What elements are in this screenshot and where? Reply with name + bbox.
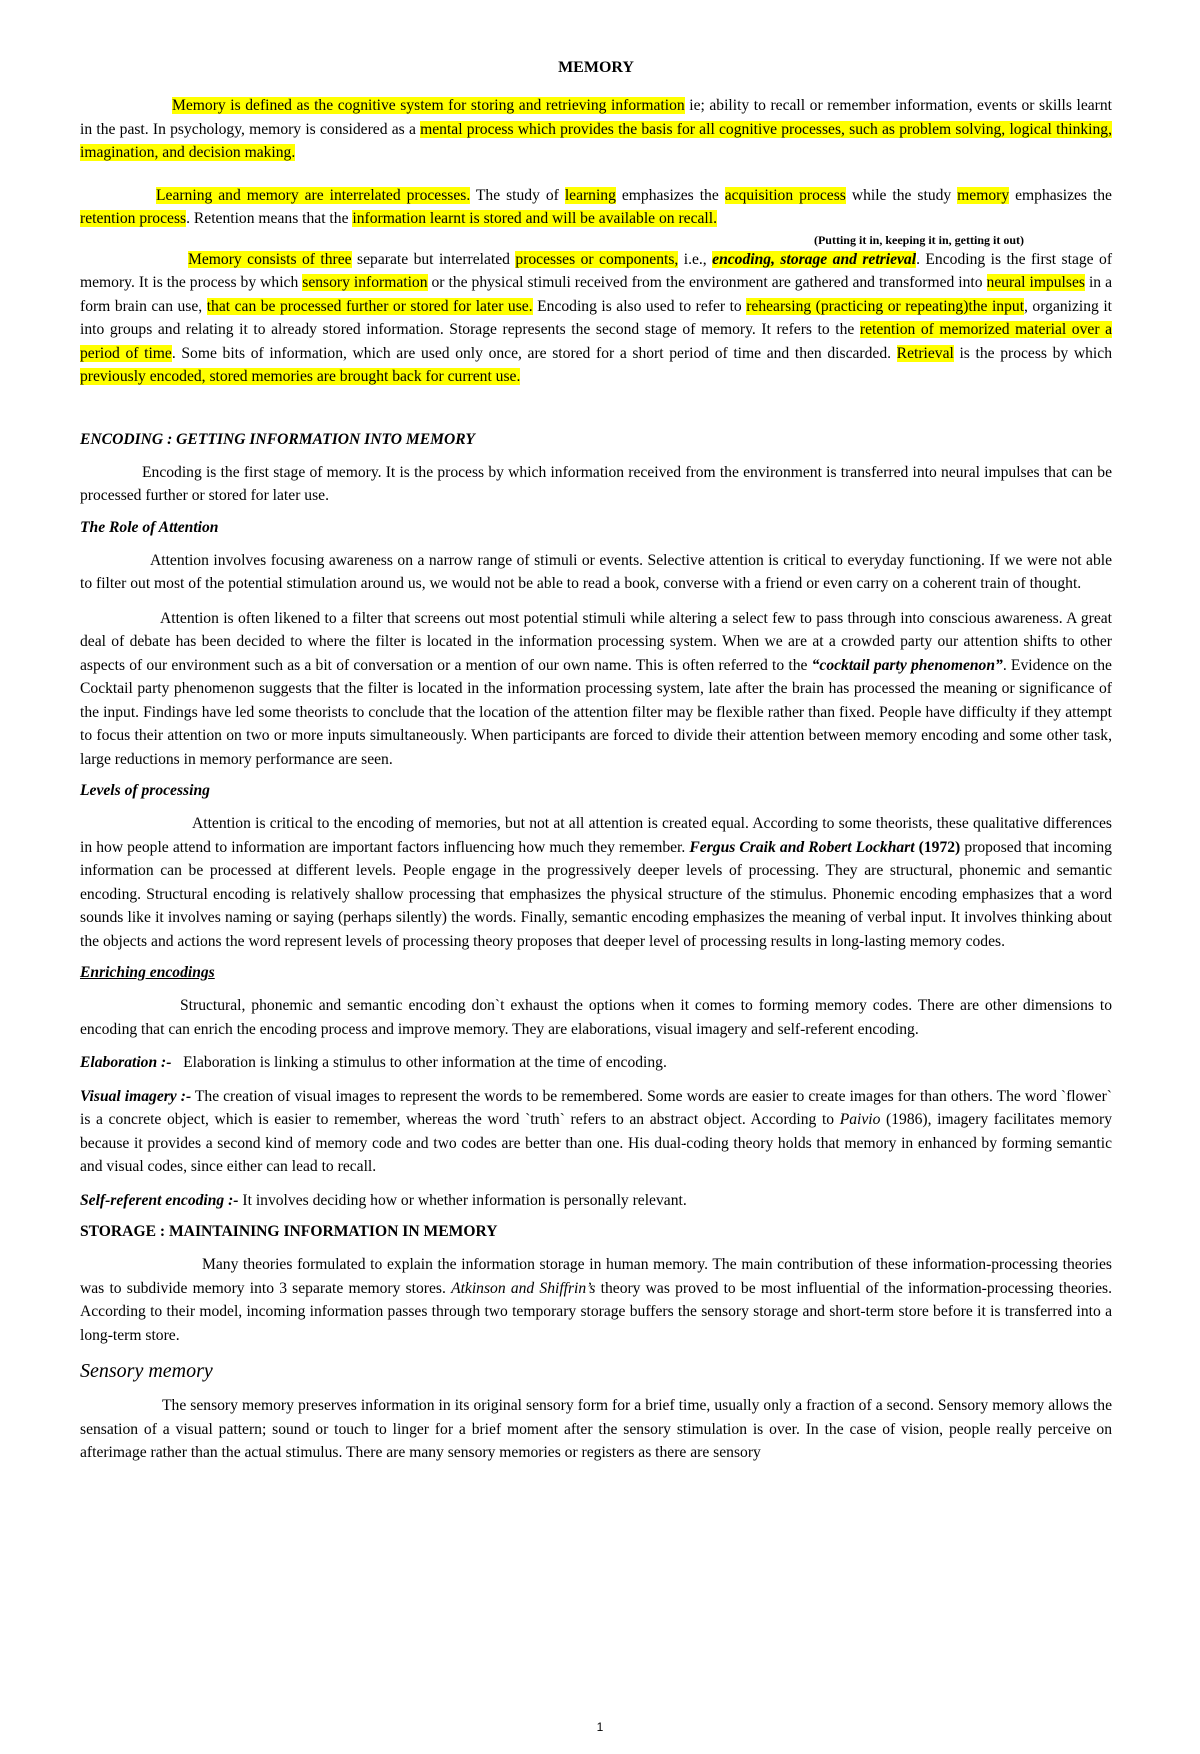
- text: The study of: [470, 186, 565, 204]
- text: ie; ability to recall or remember information, events or skills learnt in the past. In psychology, memory is considered as a: [80, 97, 1112, 138]
- page-number: 1: [596, 1720, 604, 1734]
- text: Elaboration is linking a stimulus to other information at the time of encoding.: [171, 1054, 667, 1071]
- highlight-text: information learnt is stored and will be available on recall.: [352, 210, 717, 227]
- levels-heading: Levels of processing: [80, 782, 210, 799]
- highlight-text: neural impulses: [986, 274, 1085, 291]
- theory-name: Atkinson and Shiffrin’s: [451, 1279, 596, 1297]
- enriching-heading: Enriching encodings: [80, 964, 215, 981]
- text: Encoding is also used to refer to: [532, 297, 747, 315]
- elaboration-paragraph: [80, 1051, 1112, 1075]
- author-names: Fergus Craik and Robert Lockhart: [689, 838, 915, 856]
- text: . Retention means that the: [186, 210, 353, 227]
- text: . Some bits of information, which are used only once, are stored for a short period of time and then discarded.: [171, 344, 897, 362]
- text: emphasizes the: [1009, 186, 1112, 204]
- text: separate but interrelated: [351, 250, 516, 268]
- highlight-text: learning: [564, 186, 616, 204]
- visual-imagery-label: Visual imagery :-: [80, 1087, 192, 1105]
- text: i.e.,: [678, 250, 713, 268]
- text: emphasizes the: [615, 186, 725, 204]
- text: while the study: [845, 186, 958, 204]
- cocktail-party-term: “cocktail party phenomenon”: [811, 656, 1003, 674]
- intro-paragraph-1: [80, 94, 1112, 165]
- highlight-text: rehearsing (practicing or repeating)the input: [746, 297, 1025, 315]
- sensory-paragraph: The sensory memory preserves information in its original sensory form for a brief time, usually only a fraction of a second. Sensory memory allows the sensation of a visual pattern; sound or touch to linger for a brief moment after the sensory stimulation is over. In the case of vision, people really perceive on afterimage rather than the actual stimulus. There are many sensory memories or registers as there are sensory: [80, 1397, 1112, 1461]
- text: Attention is critical to the encoding of memories, but not at all attention is created equal. According to some theorists, these qualitative differences in how people attend to information are important factors influencing how much they remember.: [80, 815, 1112, 856]
- encoding-heading: ENCODING : GETTING INFORMATION INTO MEMORY: [80, 430, 475, 448]
- highlight-text: retention process: [80, 210, 187, 227]
- text: . Evidence on the Cocktail party phenomenon suggests that the filter is located in the information processing system, late after the brain has processed the meaning or significance of the input. Findings have led some theorists to conclude that the location of the attention filter may be flexible rather than fixed. People have difficulty if they attempt to focus their attention on two or more inputs simultaneously. When participants are forced to divide their attention between memory encoding and some other task, large reductions in memory performance are seen.: [80, 656, 1112, 768]
- storage-heading: STORAGE : MAINTAINING INFORMATION IN MEMORY: [80, 1223, 498, 1240]
- highlight-text: encoding, storage and retrieval: [712, 250, 917, 268]
- highlight-text: Retrieval: [896, 344, 954, 362]
- highlight-text: memory: [957, 186, 1010, 204]
- text: is the process by which: [953, 344, 1112, 362]
- encoding-paragraph: Encoding is the first stage of memory. It is the process by which information received from the environment is transferred into neural impulses that can be processed further or stored for later use.: [80, 463, 1112, 504]
- text: (1986), imagery facilitates memory because it provides a second kind of memory code and two codes are better than one. His dual-coding theory holds that memory in enhanced by forming semantic and visual codes, since either can lead to recall.: [80, 1111, 1112, 1175]
- page-title: MEMORY: [558, 59, 634, 76]
- levels-paragraph: [80, 812, 1112, 953]
- page-content: [80, 58, 1112, 1465]
- attention-paragraph-2: [80, 607, 1112, 772]
- text: or the physical stimuli received from the environment are gathered and transformed into: [427, 274, 987, 291]
- text: theory was proved to be most influential of the information-processing theories. According to their model, incoming information passes through two temporary storage buffers the sensory storage and short-term store before it is transferred into a long-term store.: [80, 1279, 1112, 1344]
- self-referent-paragraph: [80, 1189, 1112, 1213]
- highlight-text: Learning and memory are interrelated processes.: [156, 186, 471, 204]
- enriching-paragraph: Structural, phonemic and semantic encoding don`t exhaust the options when it comes to forming memory codes. There are other dimensions to encoding that can enrich the encoding process and improve memory. They are elaborations, visual imagery and self-referent encoding.: [80, 997, 1112, 1038]
- storage-paragraph: [80, 1253, 1112, 1347]
- highlight-text: Memory is defined as the cognitive system for storing and retrieving information: [172, 97, 685, 114]
- author-name: Paivio: [839, 1111, 881, 1128]
- text: Many theories formulated to explain the information storage in human memory. The main contribution of these information-processing theories was to subdivide memory into 3 separate memory stores.: [80, 1256, 1112, 1297]
- text: , organizing it into groups and relating it to already stored information. Storage represents the second stage of memory. It refers to the: [80, 297, 1113, 338]
- highlight-text: acquisition process: [724, 186, 846, 204]
- highlight-text: Memory consists of three: [188, 250, 352, 268]
- text: in a form brain can use,: [80, 274, 1112, 315]
- attention-paragraph-1: Attention involves focusing awareness on a narrow range of stimuli or events. Selective attention is critical to everyday functioning. If we were not able to filter out most of the potential stimulation around us, we would not be able to read a book, converse with a friend or even carry on a coherent train of thought.: [80, 551, 1112, 592]
- self-referent-label: Self-referent encoding :-: [80, 1191, 239, 1209]
- highlight-text: mental process which provides the basis for all cognitive processes, such as problem solving, logical thinking, imagination, and decision making.: [80, 120, 1112, 161]
- memory-stages-note: (Putting it in, keeping it in, getting it out): [813, 232, 1024, 247]
- text: The creation of visual images to represent the words to be remembered. Some words are easier to create images for than others. The word `flower` is a concrete object, which is easier to remember, whereas the word `truth` refers to an abstract object. According to: [80, 1087, 1112, 1128]
- highlight-text: that can be processed further or stored for later use.: [206, 297, 533, 315]
- attention-heading: The Role of Attention: [80, 518, 219, 536]
- highlight-text: processes or components,: [515, 250, 679, 268]
- elaboration-label: Elaboration :-: [80, 1054, 172, 1071]
- sensory-memory-heading: Sensory memory: [80, 1360, 213, 1382]
- text: Attention is often likened to a filter that screens out most potential stimuli while altering a select few to pass through into conscious awareness. A great deal of debate has been decided to where the filter is located in the information processing system. When we are at a crowded party our attention shifts to other aspects of our environment such as a bit of conversation or a mention of our own name. This is often referred to the: [80, 609, 1112, 674]
- visual-imagery-paragraph: [80, 1085, 1112, 1179]
- intro-paragraph-2: [80, 184, 1112, 231]
- text: . Encoding is the first stage of memory. It is the process by which: [80, 250, 1113, 291]
- year: (1972): [914, 838, 961, 856]
- text: It involves deciding how or whether information is personally relevant.: [238, 1191, 687, 1209]
- intro-paragraph-3: [80, 248, 1112, 389]
- highlight-text: retention of memorized material over a period of time: [80, 321, 1112, 362]
- highlight-text: sensory information: [302, 274, 428, 291]
- text: proposed that incoming information can be processed at different levels. People engage in the progressively deeper levels of processing. They are structural, phonemic and semantic encoding. Structural encoding is relatively shallow processing that emphasizes the physical structure of the stimulus. Phonemic encoding emphasizes that a word sounds like it involves naming or saying (perhaps silently) the words. Finally, semantic encoding emphasizes the meaning of verbal input. It involves thinking about the objects and actions the word represent levels of processing theory proposes that deeper level of processing results in long-lasting memory codes.: [80, 838, 1112, 950]
- highlight-text: previously encoded, stored memories are brought back for current use.: [80, 368, 521, 385]
